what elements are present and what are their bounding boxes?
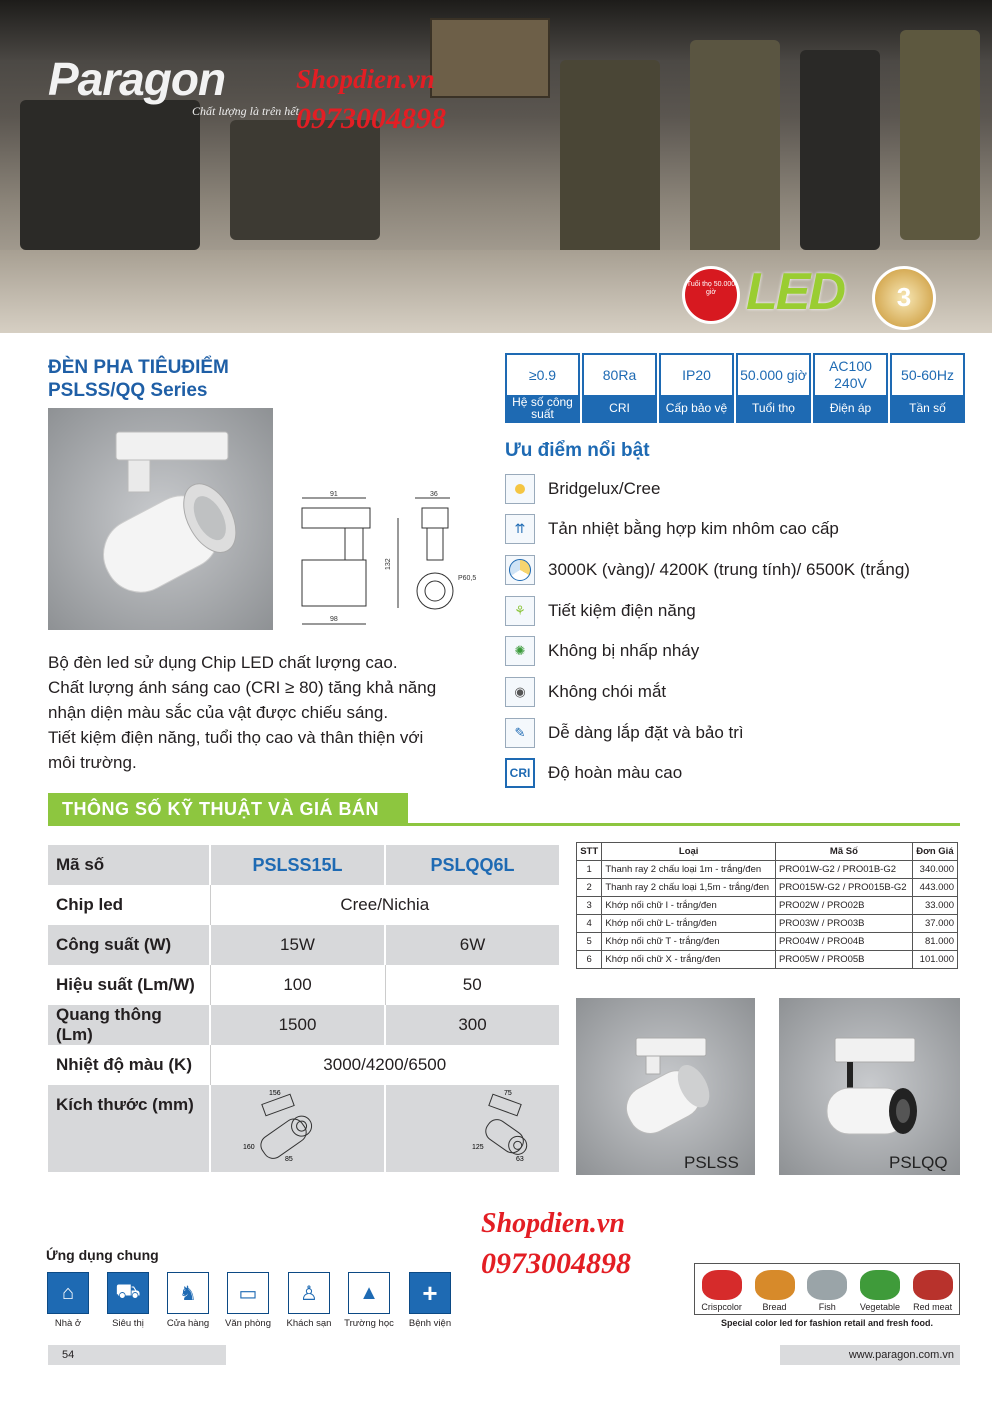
watermark-site: Shopdien.vn xyxy=(296,64,435,94)
special-color-caption: Special color led for fashion retail and fresh food. xyxy=(720,1318,934,1328)
spec-frequency: 50-60Hz Tần số xyxy=(890,353,965,423)
product-photo-pslqq xyxy=(779,998,960,1175)
advantage-item: ◉ Không chói mắt xyxy=(505,677,666,707)
dimension-drawing-pslqq xyxy=(385,1085,559,1172)
advantage-item: Bridgelux/Cree xyxy=(505,474,660,504)
dim-height: 132 xyxy=(385,558,392,570)
heat-sink-icon: ⇈ xyxy=(505,514,535,544)
food-vegetable: Vegetable xyxy=(860,1270,900,1312)
watermark-phone-bottom: 0973004898 xyxy=(481,1247,631,1280)
brand-tagline: Chất lượng là trên hết xyxy=(192,104,299,118)
accessory-price-table xyxy=(576,842,958,969)
table-row: Quang thông (Lm) 1500 300 xyxy=(48,1005,559,1045)
watermark-site-bottom: Shopdien.vn xyxy=(481,1208,625,1239)
photo-label-pslqq: PSLQQ xyxy=(889,1153,948,1172)
app-hospital: + Bệnh viện xyxy=(409,1272,451,1329)
home-icon: ⌂ xyxy=(47,1272,89,1314)
advantage-item: ⚘ Tiết kiệm điện năng xyxy=(505,596,696,626)
food-bread: Bread xyxy=(755,1270,795,1312)
table-header-row: STT Loại Mã Số Đơn Giá xyxy=(577,843,958,861)
svg-text:85: 85 xyxy=(285,1156,293,1163)
section-title: THÔNG SỐ KỸ THUẬT VÀ GIÁ BÁN xyxy=(48,793,408,826)
product-description: Bộ đèn led sử dụng Chip LED chất lượng cao. Chất lượng ánh sáng cao (CRI ≥ 80) tăng khả năng nhận diện màu sắc của vật được chiếu sáng. Tiết kiệm điện năng, tuổi thọ cao và thân thiện với môi trường. xyxy=(48,653,437,772)
brand-logo: Paragon xyxy=(48,53,226,105)
spec-boxes xyxy=(505,353,965,423)
color-temp-icon xyxy=(505,555,535,585)
svg-text:160: 160 xyxy=(243,1144,255,1151)
product-photo-pslss xyxy=(576,998,755,1175)
chip-icon xyxy=(505,474,535,504)
applications-heading: Ứng dụng chung xyxy=(46,1247,159,1263)
dim-right: 36 xyxy=(430,491,438,498)
advantage-item: ✺ Không bị nhấp nháy xyxy=(505,636,699,666)
table-row: Chip led Cree/Nichia xyxy=(48,885,559,925)
table-row: 2 Thanh ray 2 chấu loại 1,5m - trắng/đen PRO015W-G2 / PRO015B-G2 443.000 xyxy=(577,879,958,897)
product-title: ĐÈN PHA TIÊUĐIỂM PSLSS/QQ Series xyxy=(48,357,229,401)
app-supermarket: ⛟ Siêu thị xyxy=(107,1272,149,1329)
spec-table xyxy=(48,845,559,1172)
spec-cri: 80Ra CRI xyxy=(582,353,657,423)
advantages-heading: Ưu điểm nổi bật xyxy=(505,440,650,461)
table-row: 3 Khớp nối chữ I - trắng/đen PRO02W / PRO02B 33.000 xyxy=(577,897,958,915)
website-link[interactable]: www.paragon.com.vn xyxy=(780,1345,960,1365)
energy-save-icon: ⚘ xyxy=(505,596,535,626)
lifetime-badge: Tuổi thọ 50.000 giờ xyxy=(682,266,740,324)
food-red-meat: Red meat xyxy=(913,1270,953,1312)
advantage-item: CRI Độ hoàn màu cao xyxy=(505,758,682,788)
table-row: 1 Thanh ray 2 chấu loại 1m - trắng/đen PRO01W-G2 / PRO01B-G2 340.000 xyxy=(577,861,958,879)
cri-icon: CRI xyxy=(505,758,535,788)
svg-text:63: 63 xyxy=(516,1156,524,1163)
table-row: Công suất (W) 15W 6W xyxy=(48,925,559,965)
table-row: 5 Khớp nối chữ T - trắng/đen PRO04W / PRO04B 81.000 xyxy=(577,933,958,951)
product-photo-main xyxy=(48,408,273,630)
technical-drawing xyxy=(290,488,490,633)
graduation-cap-icon: ▲ xyxy=(348,1272,390,1314)
hospital-cross-icon: + xyxy=(409,1272,451,1314)
app-hotel: ♙ Khách sạn xyxy=(288,1272,330,1329)
watermark-phone: 0973004898 xyxy=(296,102,446,135)
advantage-item: ⇈ Tản nhiệt bằng hợp kim nhôm cao cấp xyxy=(505,514,839,544)
dim-top: 91 xyxy=(330,491,338,498)
svg-text:125: 125 xyxy=(472,1144,484,1151)
table-row: 6 Khớp nối chữ X - trắng/đen PRO05W / PRO05B 101.000 xyxy=(577,951,958,969)
food-crispcolor: Crispcolor xyxy=(701,1270,742,1312)
install-tools-icon: ✎ xyxy=(505,718,535,748)
table-row: Nhiệt độ màu (K) 3000/4200/6500 xyxy=(48,1045,559,1085)
photo-label-pslss: PSLSS xyxy=(684,1153,739,1172)
hotel-bellboy-icon: ♙ xyxy=(288,1272,330,1314)
dimension-drawing-pslss xyxy=(210,1085,385,1172)
shopping-cart-icon: ⛟ xyxy=(107,1272,149,1314)
table-row: Mã số PSLSS15L PSLQQ6L xyxy=(48,845,559,885)
dim-bottom: 98 xyxy=(330,616,338,623)
app-school: ▲ Trường học xyxy=(348,1272,390,1329)
office-computer-icon: ▭ xyxy=(227,1272,269,1314)
spec-lifetime: 50.000 giờ Tuổi thọ xyxy=(736,353,811,423)
svg-text:156: 156 xyxy=(269,1090,281,1097)
spec-voltage: AC100 240V Điện áp xyxy=(813,353,888,423)
spec-power-factor: ≥0.9 Hệ số công suất xyxy=(505,353,580,423)
app-store: ♞ Cửa hàng xyxy=(167,1272,209,1329)
table-row: 4 Khớp nối chữ L- trắng/đen PRO03W / PRO03B 37.000 xyxy=(577,915,958,933)
warranty-badge: 3 xyxy=(872,266,936,330)
table-row: Kích thước (mm) 156 160 85 75 125 63 xyxy=(48,1085,559,1172)
advantage-item: 3000K (vàng)/ 4200K (trung tính)/ 6500K (trắng) xyxy=(505,555,910,585)
no-flicker-icon: ✺ xyxy=(505,636,535,666)
dim-diameter: P60,5 xyxy=(458,575,477,582)
app-home: ⌂ Nhà ở xyxy=(47,1272,89,1329)
led-logo: LED xyxy=(746,263,844,321)
page-number: 54 xyxy=(48,1345,226,1365)
advantage-item: ✎ Dễ dàng lắp đặt và bảo trì xyxy=(505,718,744,748)
food-fish: Fish xyxy=(807,1270,847,1312)
table-row: Hiệu suất (Lm/W) 100 50 xyxy=(48,965,559,1005)
no-glare-eye-icon: ◉ xyxy=(505,677,535,707)
app-office: ▭ Văn phòng xyxy=(227,1272,269,1329)
svg-text:75: 75 xyxy=(504,1090,512,1097)
special-color-strip xyxy=(694,1263,960,1315)
high-heel-icon: ♞ xyxy=(167,1272,209,1314)
spec-ip: IP20 Cấp bảo vệ xyxy=(659,353,734,423)
